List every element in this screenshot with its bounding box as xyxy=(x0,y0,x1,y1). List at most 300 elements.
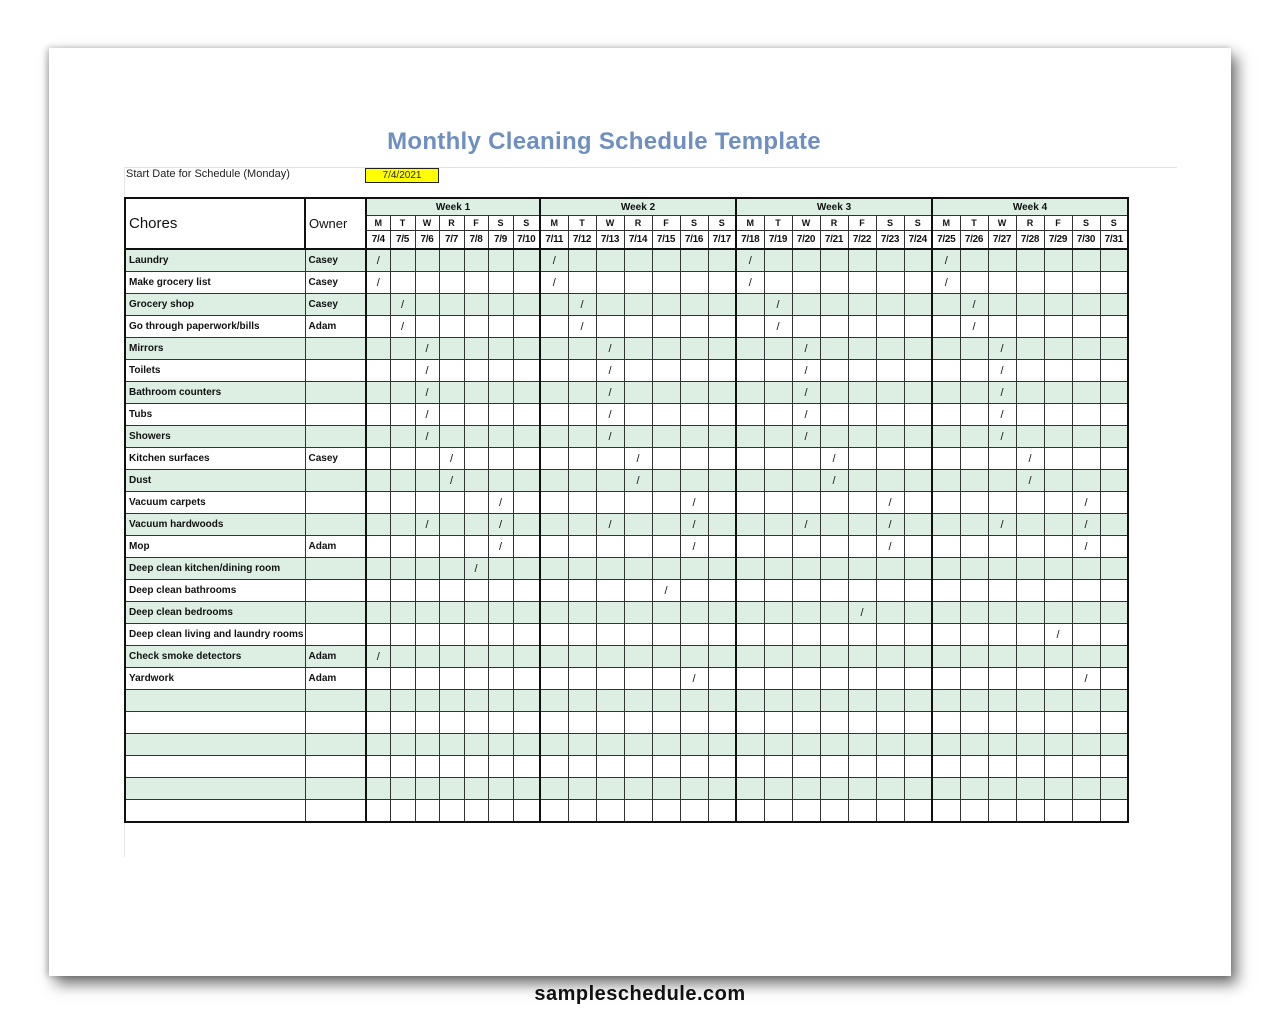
schedule-cell[interactable]: / xyxy=(488,514,513,536)
schedule-cell[interactable] xyxy=(1016,492,1044,514)
owner-cell[interactable]: Casey xyxy=(305,249,366,272)
schedule-cell[interactable] xyxy=(904,756,932,778)
schedule-cell[interactable] xyxy=(513,316,540,338)
schedule-cell[interactable] xyxy=(415,580,439,602)
schedule-cell[interactable] xyxy=(540,580,568,602)
schedule-cell[interactable] xyxy=(1100,668,1128,690)
schedule-cell[interactable] xyxy=(820,360,848,382)
schedule-cell[interactable] xyxy=(848,580,876,602)
schedule-cell[interactable] xyxy=(876,249,904,272)
schedule-cell[interactable] xyxy=(1044,558,1072,580)
schedule-cell[interactable] xyxy=(540,294,568,316)
schedule-cell[interactable] xyxy=(652,426,680,448)
schedule-cell[interactable] xyxy=(1100,778,1128,800)
schedule-cell[interactable] xyxy=(792,712,820,734)
schedule-cell[interactable] xyxy=(932,470,960,492)
schedule-cell[interactable] xyxy=(904,646,932,668)
schedule-cell[interactable] xyxy=(820,602,848,624)
schedule-cell[interactable] xyxy=(932,624,960,646)
schedule-cell[interactable] xyxy=(1072,338,1100,360)
schedule-cell[interactable] xyxy=(390,558,415,580)
schedule-cell[interactable] xyxy=(820,734,848,756)
chore-cell[interactable]: Bathroom counters xyxy=(125,382,305,404)
schedule-cell[interactable] xyxy=(736,800,764,823)
schedule-cell[interactable] xyxy=(792,756,820,778)
schedule-cell[interactable] xyxy=(1044,470,1072,492)
schedule-cell[interactable] xyxy=(652,448,680,470)
schedule-cell[interactable] xyxy=(652,778,680,800)
schedule-cell[interactable] xyxy=(439,536,464,558)
schedule-cell[interactable] xyxy=(960,360,988,382)
schedule-cell[interactable] xyxy=(1044,272,1072,294)
schedule-cell[interactable] xyxy=(960,558,988,580)
schedule-cell[interactable] xyxy=(652,514,680,536)
schedule-cell[interactable] xyxy=(876,316,904,338)
schedule-cell[interactable] xyxy=(439,272,464,294)
schedule-cell[interactable] xyxy=(1100,712,1128,734)
schedule-cell[interactable] xyxy=(568,249,596,272)
schedule-cell[interactable] xyxy=(596,470,624,492)
chore-cell[interactable]: Mop xyxy=(125,536,305,558)
schedule-cell[interactable]: / xyxy=(680,668,708,690)
schedule-cell[interactable] xyxy=(1100,426,1128,448)
schedule-cell[interactable] xyxy=(820,536,848,558)
schedule-cell[interactable] xyxy=(624,646,652,668)
schedule-cell[interactable] xyxy=(439,316,464,338)
schedule-cell[interactable] xyxy=(439,712,464,734)
schedule-cell[interactable] xyxy=(540,470,568,492)
schedule-cell[interactable] xyxy=(932,734,960,756)
schedule-cell[interactable] xyxy=(1044,514,1072,536)
schedule-cell[interactable] xyxy=(652,536,680,558)
schedule-cell[interactable] xyxy=(366,404,390,426)
schedule-cell[interactable] xyxy=(820,756,848,778)
schedule-cell[interactable] xyxy=(1072,580,1100,602)
schedule-cell[interactable] xyxy=(439,404,464,426)
schedule-cell[interactable] xyxy=(568,712,596,734)
schedule-cell[interactable] xyxy=(736,690,764,712)
schedule-cell[interactable] xyxy=(1100,316,1128,338)
schedule-cell[interactable] xyxy=(680,294,708,316)
schedule-cell[interactable] xyxy=(932,712,960,734)
schedule-cell[interactable] xyxy=(513,294,540,316)
schedule-cell[interactable] xyxy=(488,360,513,382)
schedule-cell[interactable] xyxy=(764,338,792,360)
schedule-cell[interactable] xyxy=(652,690,680,712)
schedule-cell[interactable] xyxy=(488,338,513,360)
schedule-cell[interactable] xyxy=(988,756,1016,778)
schedule-cell[interactable] xyxy=(540,602,568,624)
schedule-cell[interactable] xyxy=(596,272,624,294)
schedule-cell[interactable] xyxy=(708,712,736,734)
schedule-cell[interactable] xyxy=(1072,316,1100,338)
schedule-cell[interactable] xyxy=(624,668,652,690)
schedule-cell[interactable] xyxy=(652,558,680,580)
chore-cell[interactable]: Vacuum hardwoods xyxy=(125,514,305,536)
schedule-cell[interactable] xyxy=(464,294,488,316)
schedule-cell[interactable]: / xyxy=(876,492,904,514)
schedule-cell[interactable] xyxy=(439,360,464,382)
schedule-cell[interactable] xyxy=(708,602,736,624)
schedule-cell[interactable] xyxy=(513,602,540,624)
schedule-cell[interactable] xyxy=(1072,712,1100,734)
schedule-cell[interactable] xyxy=(708,448,736,470)
schedule-cell[interactable] xyxy=(624,536,652,558)
schedule-cell[interactable]: / xyxy=(366,646,390,668)
schedule-cell[interactable] xyxy=(415,470,439,492)
schedule-cell[interactable] xyxy=(540,382,568,404)
schedule-cell[interactable] xyxy=(1044,294,1072,316)
schedule-cell[interactable]: / xyxy=(596,338,624,360)
schedule-cell[interactable] xyxy=(464,536,488,558)
schedule-cell[interactable] xyxy=(876,470,904,492)
schedule-cell[interactable] xyxy=(932,382,960,404)
schedule-cell[interactable] xyxy=(513,690,540,712)
schedule-cell[interactable] xyxy=(568,338,596,360)
schedule-cell[interactable] xyxy=(960,624,988,646)
schedule-cell[interactable] xyxy=(764,426,792,448)
schedule-cell[interactable] xyxy=(390,249,415,272)
schedule-cell[interactable] xyxy=(988,536,1016,558)
schedule-cell[interactable]: / xyxy=(820,470,848,492)
schedule-cell[interactable] xyxy=(988,492,1016,514)
schedule-cell[interactable]: / xyxy=(540,249,568,272)
schedule-cell[interactable] xyxy=(1016,272,1044,294)
schedule-cell[interactable]: / xyxy=(1072,668,1100,690)
schedule-cell[interactable] xyxy=(988,580,1016,602)
schedule-cell[interactable]: / xyxy=(1072,514,1100,536)
schedule-cell[interactable] xyxy=(415,316,439,338)
schedule-cell[interactable] xyxy=(366,470,390,492)
schedule-cell[interactable] xyxy=(820,426,848,448)
schedule-cell[interactable]: / xyxy=(988,514,1016,536)
schedule-cell[interactable] xyxy=(988,558,1016,580)
schedule-cell[interactable] xyxy=(876,756,904,778)
schedule-cell[interactable] xyxy=(736,338,764,360)
schedule-cell[interactable] xyxy=(764,382,792,404)
schedule-cell[interactable] xyxy=(904,249,932,272)
owner-cell[interactable] xyxy=(305,580,366,602)
schedule-cell[interactable] xyxy=(390,756,415,778)
schedule-cell[interactable]: / xyxy=(680,514,708,536)
schedule-cell[interactable] xyxy=(876,778,904,800)
schedule-cell[interactable] xyxy=(439,338,464,360)
schedule-cell[interactable] xyxy=(513,668,540,690)
schedule-cell[interactable] xyxy=(988,690,1016,712)
schedule-cell[interactable] xyxy=(568,492,596,514)
schedule-cell[interactable] xyxy=(568,558,596,580)
schedule-cell[interactable] xyxy=(488,624,513,646)
schedule-cell[interactable]: / xyxy=(464,558,488,580)
schedule-cell[interactable] xyxy=(624,514,652,536)
chore-cell[interactable]: Showers xyxy=(125,426,305,448)
schedule-cell[interactable] xyxy=(568,800,596,823)
schedule-cell[interactable] xyxy=(1044,338,1072,360)
schedule-cell[interactable] xyxy=(820,646,848,668)
schedule-cell[interactable] xyxy=(988,602,1016,624)
schedule-cell[interactable] xyxy=(1100,514,1128,536)
schedule-cell[interactable] xyxy=(764,470,792,492)
schedule-cell[interactable] xyxy=(1044,602,1072,624)
schedule-cell[interactable] xyxy=(876,580,904,602)
schedule-cell[interactable] xyxy=(439,558,464,580)
schedule-cell[interactable] xyxy=(1100,756,1128,778)
schedule-cell[interactable] xyxy=(568,448,596,470)
owner-cell[interactable] xyxy=(305,602,366,624)
schedule-cell[interactable] xyxy=(366,558,390,580)
schedule-cell[interactable] xyxy=(960,470,988,492)
schedule-cell[interactable] xyxy=(848,448,876,470)
schedule-cell[interactable] xyxy=(439,249,464,272)
schedule-cell[interactable] xyxy=(680,800,708,823)
schedule-cell[interactable] xyxy=(876,800,904,823)
chore-cell[interactable] xyxy=(125,734,305,756)
schedule-cell[interactable] xyxy=(1016,624,1044,646)
schedule-cell[interactable] xyxy=(848,294,876,316)
schedule-cell[interactable] xyxy=(624,756,652,778)
schedule-cell[interactable]: / xyxy=(680,492,708,514)
schedule-cell[interactable] xyxy=(1016,668,1044,690)
chore-cell[interactable]: Tubs xyxy=(125,404,305,426)
schedule-cell[interactable] xyxy=(1044,690,1072,712)
owner-cell[interactable]: Adam xyxy=(305,536,366,558)
schedule-cell[interactable] xyxy=(596,602,624,624)
schedule-cell[interactable] xyxy=(708,514,736,536)
schedule-cell[interactable] xyxy=(596,536,624,558)
schedule-cell[interactable] xyxy=(960,646,988,668)
schedule-cell[interactable]: / xyxy=(488,492,513,514)
schedule-cell[interactable]: / xyxy=(624,470,652,492)
schedule-cell[interactable] xyxy=(680,249,708,272)
schedule-cell[interactable]: / xyxy=(415,426,439,448)
schedule-cell[interactable] xyxy=(464,514,488,536)
schedule-cell[interactable] xyxy=(1044,756,1072,778)
schedule-cell[interactable] xyxy=(848,800,876,823)
schedule-cell[interactable] xyxy=(1072,249,1100,272)
schedule-cell[interactable] xyxy=(439,734,464,756)
schedule-cell[interactable] xyxy=(764,249,792,272)
schedule-cell[interactable] xyxy=(1044,646,1072,668)
owner-cell[interactable]: Adam xyxy=(305,316,366,338)
schedule-cell[interactable] xyxy=(596,800,624,823)
schedule-cell[interactable] xyxy=(439,756,464,778)
schedule-cell[interactable]: / xyxy=(1072,492,1100,514)
schedule-cell[interactable] xyxy=(680,580,708,602)
schedule-cell[interactable] xyxy=(624,778,652,800)
schedule-cell[interactable] xyxy=(390,668,415,690)
schedule-cell[interactable] xyxy=(904,536,932,558)
schedule-cell[interactable]: / xyxy=(415,514,439,536)
schedule-cell[interactable]: / xyxy=(988,382,1016,404)
schedule-cell[interactable] xyxy=(680,316,708,338)
schedule-cell[interactable]: / xyxy=(596,514,624,536)
schedule-cell[interactable] xyxy=(932,800,960,823)
schedule-cell[interactable] xyxy=(904,558,932,580)
schedule-cell[interactable] xyxy=(876,712,904,734)
schedule-cell[interactable] xyxy=(988,316,1016,338)
schedule-cell[interactable] xyxy=(932,646,960,668)
schedule-cell[interactable] xyxy=(960,382,988,404)
schedule-cell[interactable] xyxy=(792,602,820,624)
schedule-cell[interactable] xyxy=(366,602,390,624)
schedule-cell[interactable] xyxy=(568,756,596,778)
schedule-cell[interactable] xyxy=(1016,712,1044,734)
schedule-cell[interactable] xyxy=(932,558,960,580)
schedule-cell[interactable] xyxy=(366,448,390,470)
schedule-cell[interactable] xyxy=(848,734,876,756)
schedule-cell[interactable] xyxy=(624,690,652,712)
schedule-cell[interactable] xyxy=(1100,338,1128,360)
schedule-cell[interactable] xyxy=(513,580,540,602)
schedule-cell[interactable]: / xyxy=(792,382,820,404)
schedule-cell[interactable] xyxy=(792,272,820,294)
schedule-cell[interactable] xyxy=(464,624,488,646)
schedule-cell[interactable]: / xyxy=(792,514,820,536)
schedule-cell[interactable] xyxy=(932,690,960,712)
schedule-cell[interactable]: / xyxy=(988,404,1016,426)
schedule-cell[interactable] xyxy=(464,272,488,294)
owner-cell[interactable] xyxy=(305,514,366,536)
schedule-cell[interactable]: / xyxy=(488,536,513,558)
schedule-cell[interactable]: / xyxy=(932,249,960,272)
schedule-cell[interactable] xyxy=(988,470,1016,492)
owner-cell[interactable] xyxy=(305,756,366,778)
schedule-cell[interactable] xyxy=(1016,360,1044,382)
schedule-cell[interactable] xyxy=(540,778,568,800)
schedule-cell[interactable] xyxy=(764,778,792,800)
schedule-cell[interactable] xyxy=(624,272,652,294)
schedule-cell[interactable] xyxy=(1016,426,1044,448)
schedule-cell[interactable] xyxy=(513,646,540,668)
schedule-cell[interactable] xyxy=(1044,712,1072,734)
schedule-cell[interactable] xyxy=(1100,448,1128,470)
schedule-cell[interactable] xyxy=(764,536,792,558)
schedule-cell[interactable] xyxy=(792,646,820,668)
schedule-cell[interactable] xyxy=(1016,580,1044,602)
schedule-cell[interactable]: / xyxy=(652,580,680,602)
schedule-cell[interactable] xyxy=(1044,249,1072,272)
schedule-cell[interactable] xyxy=(1072,646,1100,668)
schedule-cell[interactable] xyxy=(366,294,390,316)
schedule-cell[interactable] xyxy=(932,514,960,536)
schedule-cell[interactable] xyxy=(652,492,680,514)
schedule-cell[interactable] xyxy=(736,492,764,514)
schedule-cell[interactable] xyxy=(415,800,439,823)
schedule-cell[interactable] xyxy=(540,800,568,823)
schedule-cell[interactable] xyxy=(876,602,904,624)
schedule-cell[interactable] xyxy=(624,404,652,426)
schedule-cell[interactable] xyxy=(848,426,876,448)
schedule-cell[interactable] xyxy=(652,734,680,756)
schedule-cell[interactable] xyxy=(652,382,680,404)
schedule-cell[interactable] xyxy=(390,360,415,382)
schedule-cell[interactable]: / xyxy=(624,448,652,470)
schedule-cell[interactable] xyxy=(439,668,464,690)
schedule-cell[interactable] xyxy=(366,712,390,734)
schedule-cell[interactable] xyxy=(540,514,568,536)
schedule-cell[interactable] xyxy=(390,492,415,514)
schedule-cell[interactable] xyxy=(390,778,415,800)
schedule-cell[interactable]: / xyxy=(736,272,764,294)
owner-cell[interactable] xyxy=(305,558,366,580)
schedule-cell[interactable] xyxy=(792,558,820,580)
schedule-cell[interactable] xyxy=(1044,382,1072,404)
schedule-cell[interactable] xyxy=(848,558,876,580)
schedule-cell[interactable]: / xyxy=(390,316,415,338)
schedule-cell[interactable] xyxy=(708,800,736,823)
schedule-cell[interactable] xyxy=(988,668,1016,690)
schedule-cell[interactable] xyxy=(415,778,439,800)
schedule-cell[interactable] xyxy=(1044,316,1072,338)
schedule-cell[interactable] xyxy=(488,580,513,602)
schedule-cell[interactable] xyxy=(652,668,680,690)
schedule-cell[interactable] xyxy=(513,514,540,536)
schedule-cell[interactable] xyxy=(488,316,513,338)
schedule-cell[interactable] xyxy=(820,778,848,800)
schedule-cell[interactable] xyxy=(415,602,439,624)
schedule-cell[interactable]: / xyxy=(1016,448,1044,470)
schedule-cell[interactable]: / xyxy=(820,448,848,470)
owner-cell[interactable] xyxy=(305,712,366,734)
schedule-cell[interactable]: / xyxy=(540,272,568,294)
schedule-cell[interactable] xyxy=(848,514,876,536)
schedule-cell[interactable] xyxy=(932,580,960,602)
chore-cell[interactable]: Vacuum carpets xyxy=(125,492,305,514)
schedule-cell[interactable] xyxy=(1100,602,1128,624)
schedule-cell[interactable] xyxy=(568,426,596,448)
schedule-cell[interactable] xyxy=(764,492,792,514)
schedule-cell[interactable] xyxy=(680,624,708,646)
schedule-cell[interactable] xyxy=(904,316,932,338)
schedule-cell[interactable] xyxy=(680,272,708,294)
schedule-cell[interactable]: / xyxy=(568,294,596,316)
schedule-cell[interactable] xyxy=(596,448,624,470)
schedule-cell[interactable] xyxy=(568,734,596,756)
schedule-cell[interactable] xyxy=(708,272,736,294)
schedule-cell[interactable] xyxy=(680,778,708,800)
owner-cell[interactable] xyxy=(305,624,366,646)
schedule-cell[interactable] xyxy=(736,778,764,800)
schedule-cell[interactable] xyxy=(988,646,1016,668)
schedule-cell[interactable] xyxy=(1016,382,1044,404)
schedule-cell[interactable] xyxy=(1016,646,1044,668)
schedule-cell[interactable] xyxy=(540,690,568,712)
schedule-cell[interactable] xyxy=(876,338,904,360)
schedule-cell[interactable]: / xyxy=(366,249,390,272)
schedule-cell[interactable] xyxy=(390,426,415,448)
schedule-cell[interactable] xyxy=(513,756,540,778)
schedule-cell[interactable] xyxy=(764,272,792,294)
schedule-cell[interactable] xyxy=(960,580,988,602)
schedule-cell[interactable] xyxy=(960,690,988,712)
schedule-cell[interactable] xyxy=(488,249,513,272)
schedule-cell[interactable]: / xyxy=(415,338,439,360)
schedule-cell[interactable] xyxy=(464,338,488,360)
schedule-cell[interactable] xyxy=(792,316,820,338)
schedule-cell[interactable] xyxy=(904,426,932,448)
schedule-cell[interactable] xyxy=(736,734,764,756)
schedule-cell[interactable] xyxy=(624,580,652,602)
schedule-cell[interactable] xyxy=(736,404,764,426)
schedule-cell[interactable] xyxy=(652,624,680,646)
schedule-cell[interactable] xyxy=(792,580,820,602)
chore-cell[interactable] xyxy=(125,778,305,800)
schedule-cell[interactable] xyxy=(390,404,415,426)
schedule-cell[interactable] xyxy=(415,294,439,316)
schedule-cell[interactable] xyxy=(764,668,792,690)
schedule-cell[interactable] xyxy=(540,756,568,778)
schedule-cell[interactable] xyxy=(390,646,415,668)
